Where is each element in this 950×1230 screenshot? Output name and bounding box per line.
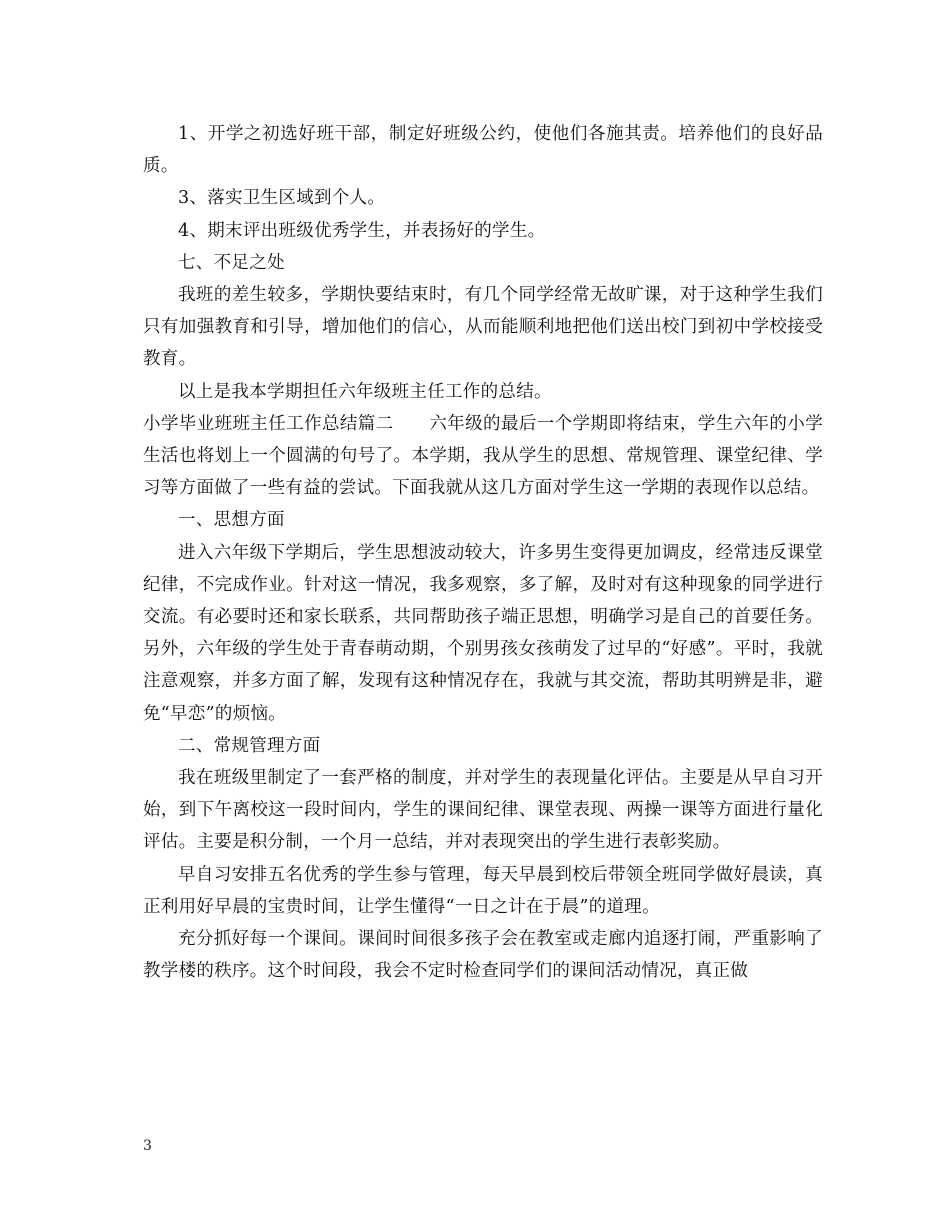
paragraph-weak-students: 我班的差生较多，学期快要结束时，有几个同学经常无故旷课，对于这种学生我们只有加强教育和引导，增加他们的信心，从而能顺利地把他们送出校门到初中学校接受教育。	[143, 285, 823, 370]
paragraph-article-two-intro: 小学毕业班班主任工作总结篇二 六年级的最后一个学期即将结束，学生六年的小学生活也将划上一个圆满的句号了。本学期，我从学生的思想、常规管理、课堂纪律、学习等方面做了一些有益的尝试。下面我就从这几方面对学生这一学期的表现作以总结。	[143, 413, 823, 499]
section-heading-shortcomings: 七、不足之处	[178, 252, 285, 273]
section-heading-thinking: 一、思想方面	[178, 510, 285, 531]
paragraph-summary-closing: 以上是我本学期担任六年级班主任工作的总结。	[178, 381, 552, 402]
paragraph-thinking: 进入六年级下学期后，学生思想波动较大，许多男生变得更加调皮，经常违反课堂纪律，不完成作业。针对这一情况，我多观察，多了解，及时对有这种现象的同学进行交流。有必要时还和家长联系，共同帮助孩子端正思想，明确学习是自己的首要任务。另外，六年级的学生处于青春萌动期，个别男孩女孩萌发了过早的“好感”。平时，我就注意观察，并多方面了解，发现有这种情况存在，我就与其交流，帮助其明辨是非，避免“早恋”的烦恼。	[143, 542, 823, 724]
paragraph-class-cadre: 1、开学之初选好班干部，制定好班级公约，使他们各施其责。培养他们的良好品质。	[143, 124, 823, 177]
paragraph-quantified-evaluation: 我在班级里制定了一套严格的制度，并对学生的表现量化评估。主要是从早自习开始，到下午离校这一段时间内，学生的课间纪律、课堂表现、两操一课等方面进行量化评估。主要是积分制，一个月一总结，并对表现突出的学生进行表彰奖励。	[143, 768, 823, 853]
paragraph-morning-reading: 早自习安排五名优秀的学生参与管理，每天早晨到校后带领全班同学做好晨读，真正利用好早晨的宝贵时间，让学生懂得“一日之计在于晨”的道理。	[143, 864, 823, 917]
paragraph-term-end-awards: 4、期末评出班级优秀学生，并表扬好的学生。	[178, 220, 546, 241]
paragraph-class-breaks: 充分抓好每一个课间。课间时间很多孩子会在教室或走廊内追逐打闹，严重影响了教学楼的秩序。这个时间段，我会不定时检查同学们的课间活动情况，真正做	[143, 929, 823, 982]
document-body	[143, 118, 823, 987]
paragraph-hygiene-area: 3、落实卫生区域到个人。	[178, 188, 386, 209]
page-number: 3	[143, 1138, 152, 1154]
section-heading-routine-management: 二、常规管理方面	[178, 735, 321, 756]
